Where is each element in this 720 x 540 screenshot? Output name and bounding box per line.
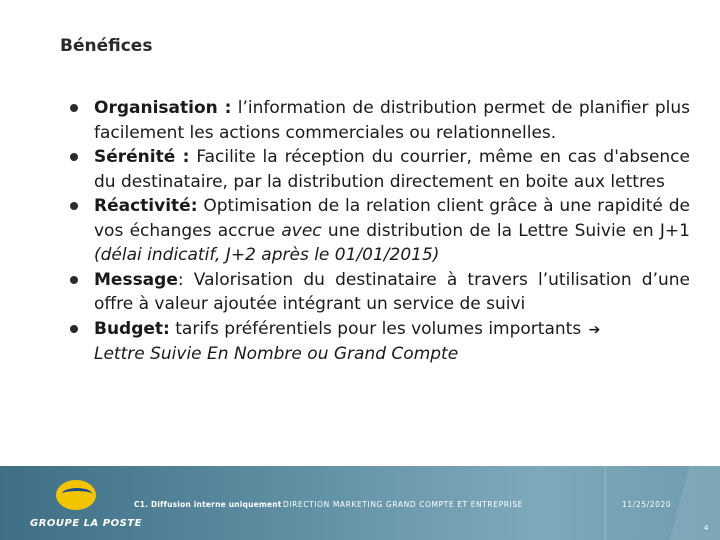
logo-text: GROUPE LA POSTE	[30, 518, 142, 529]
bullet-term: Organisation :	[94, 98, 232, 118]
bullet-text: l’information de distribution permet de planifier plus facilement les actions commerciales ou relationnelles.	[94, 98, 690, 143]
footer-divider	[604, 466, 606, 540]
footer-decoration	[668, 466, 720, 540]
bullet-offer: Lettre Suivie En Nombre ou Grand Compte	[94, 344, 459, 364]
arrow-right-icon: ➔	[588, 321, 601, 338]
bullet-budget	[62, 317, 690, 367]
bullet-serenite	[62, 145, 690, 194]
bullet-text-continued: une distribution de la Lettre Suivie en J+1	[321, 220, 690, 241]
footer-band	[0, 466, 720, 540]
bullet-term: Sérénité :	[94, 147, 190, 167]
bullet-message	[62, 268, 690, 317]
bullet-text: Optimisation de la relation client grâce à une rapidité de vos échanges accrue	[94, 196, 690, 241]
bullet-dot-icon	[70, 325, 78, 333]
bullet-dot-icon	[70, 153, 78, 161]
logo-bird-icon	[62, 488, 92, 500]
bullet-text: : Valorisation du destinataire à travers l’utilisation d’une offre à valeur ajoutée intégrant un service de suivi	[94, 269, 690, 314]
footer-date: 11/25/2020	[622, 500, 672, 509]
footer-direction: DIRECTION MARKETING GRAND COMPTE ET ENTREPRISE	[283, 500, 524, 509]
page-number: 4	[704, 524, 709, 532]
bullet-organisation	[62, 96, 690, 145]
slide-title: Bénéfices	[60, 36, 153, 56]
bullet-note: (délai indicatif, J+2 après le 01/01/2015)	[94, 245, 440, 265]
bullet-emphasis: avec	[281, 220, 322, 241]
bullet-dot-icon	[70, 276, 78, 284]
la-poste-logo	[0, 466, 142, 540]
bullet-term: Budget:	[94, 318, 170, 339]
footer-classification: C1. Diffusion interne uniquement	[134, 500, 282, 509]
bullet-text: tarifs préférentiels pour les volumes importants	[169, 318, 587, 339]
bullet-dot-icon	[70, 202, 78, 210]
bullet-dot-icon	[70, 104, 78, 112]
bullet-term: Message	[94, 269, 178, 290]
bullet-reactivite	[62, 194, 690, 268]
bullet-text: Facilite la réception du courrier, même en cas d'absence du destinataire, par la distribution directement en boite aux lettres	[94, 147, 690, 192]
bullet-term: Réactivité:	[94, 196, 198, 216]
benefits-list	[62, 96, 690, 367]
